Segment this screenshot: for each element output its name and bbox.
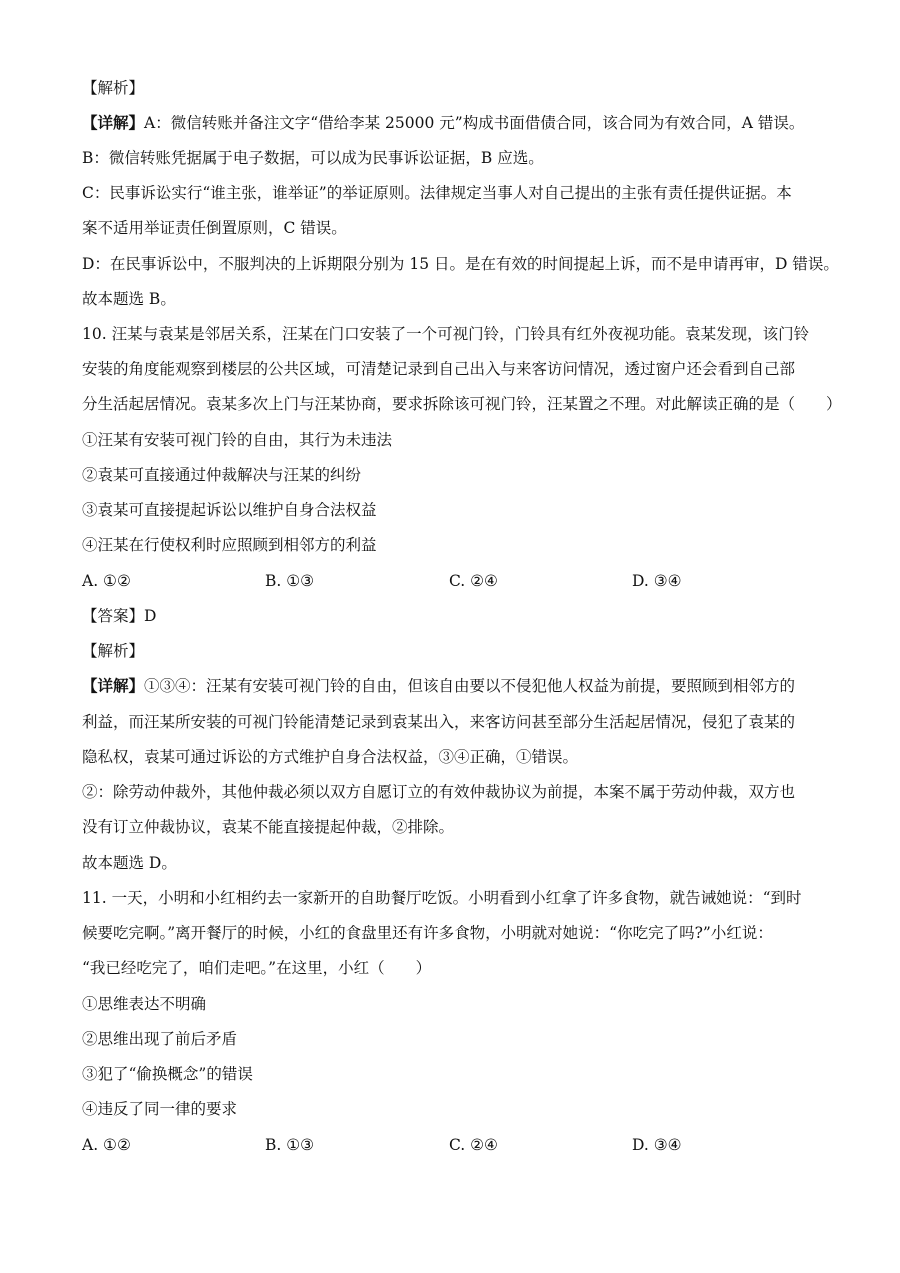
q9-conclusion: 故本题选 B。 <box>82 290 176 308</box>
q10-analysis-label: 【解析】 <box>82 642 145 660</box>
q9-analysis-label: 【解析】 <box>82 79 145 97</box>
q10-item-2: ②袁某可直接通过仲裁解决与汪某的纠纷 <box>82 466 362 484</box>
q9-explanation-c-line1: C：民事诉讼实行“谁主张，谁举证”的举证原则。法律规定当事人对自己提出的主张有责任提供证据。本 <box>82 184 792 202</box>
q10-explanation-line4: ②：除劳动仲裁外，其他仲裁必须以双方自愿订立的有效仲裁协议为前提，本案不属于劳动仲裁，双方也 <box>82 783 796 801</box>
q9-explanation-b: B：微信转账凭据属于电子数据，可以成为民事诉讼证据，B 应选。 <box>82 149 544 167</box>
q11-option-b: B. ①③ <box>265 1136 315 1154</box>
q10-answer-value: D <box>144 607 157 625</box>
q10-explanation-line2: 利益，而汪某所安装的可视门铃能清楚记录到袁某出入，来客访问甚至部分生活起居情况，侵犯了袁某的 <box>82 713 796 731</box>
q10-explanation-line3: 隐私权，袁某可通过诉讼的方式维护自身合法权益，③④正确，①错误。 <box>82 748 579 766</box>
q10-option-c: C. ②④ <box>449 572 498 590</box>
q11-item-2: ②思维出现了前后矛盾 <box>82 1030 238 1048</box>
q9-explanation-d: D：在民事诉讼中，不服判决的上诉期限分别为 15 日。是在有效的时间提起上诉，而不是申请再审，D 错误。 <box>82 255 839 273</box>
q10-item-3: ③袁某可直接提起诉讼以维护自身合法权益 <box>82 501 377 519</box>
q9-explanation-c-line2: 案不适用举证责任倒置原则，C 错误。 <box>82 219 347 237</box>
q10-stem-line1: 10. 汪某与袁某是邻居关系，汪某在门口安装了一个可视门铃，门铃具有红外夜视功能。袁某发现，该门铃 <box>82 325 810 343</box>
q9-explanation-a <box>82 113 804 133</box>
q10-stem-line3: 分生活起居情况。袁某多次上门与汪某协商，要求拆除该可视门铃，汪某置之不理。对此解读正确的是（ ） <box>82 395 842 413</box>
q10-explanation-line5: 没有订立仲裁协议，袁某不能直接提起仲裁，②排除。 <box>82 818 455 836</box>
q10-explanation-line1 <box>82 676 795 696</box>
q10-answer-label: 【答案】 <box>82 607 145 625</box>
q10-item-1: ①汪某有安装可视门铃的自由，其行为未违法 <box>82 431 393 449</box>
q10-explanation-line1-text: ①③④：汪某有安装可视门铃的自由，但该自由要以不侵犯他人权益为前提，要照顾到相邻方的 <box>144 677 796 695</box>
q10-item-4: ④汪某在行使权利时应照顾到相邻方的利益 <box>82 536 377 554</box>
q9-explanation-a-text: A：微信转账并备注文字“借给李某 25000 元”构成书面借债合同，该合同为有效合同，A 错误。 <box>144 114 805 132</box>
q11-item-4: ④违反了同一律的要求 <box>82 1100 238 1118</box>
q11-option-a: A. ①② <box>82 1136 131 1154</box>
q10-option-a: A. ①② <box>82 572 131 590</box>
q11-stem-line3: “我已经吃完了，咱们走吧。”在这里，小红（ ） <box>82 959 432 977</box>
q11-option-d: D. ③④ <box>632 1136 682 1154</box>
q9-detail-label: 【详解】 <box>82 113 145 132</box>
q10-option-b: B. ①③ <box>265 572 315 590</box>
q10-option-d: D. ③④ <box>632 572 682 590</box>
q10-detail-label: 【详解】 <box>82 676 145 695</box>
q11-item-1: ①思维表达不明确 <box>82 995 207 1013</box>
q10-stem-line2: 安装的角度能观察到楼层的公共区域，可清楚记录到自己出入与来客访问情况，透过窗户还会看到自己部 <box>82 360 796 378</box>
q11-item-3: ③犯了“偷换概念”的错误 <box>82 1065 253 1083</box>
q11-stem-line1: 11. 一天，小明和小红相约去一家新开的自助餐厅吃饭。小明看到小红拿了许多食物，就告诫她说：“到时 <box>82 889 802 907</box>
q10-conclusion: 故本题选 D。 <box>82 854 177 872</box>
q11-stem-line2: 候要吃完啊。”离开餐厅的时候，小红的食盘里还有许多食物，小明就对她说：“你吃完了吗?”小红说： <box>82 924 773 942</box>
q10-answer <box>82 606 156 626</box>
q11-option-c: C. ②④ <box>449 1136 498 1154</box>
